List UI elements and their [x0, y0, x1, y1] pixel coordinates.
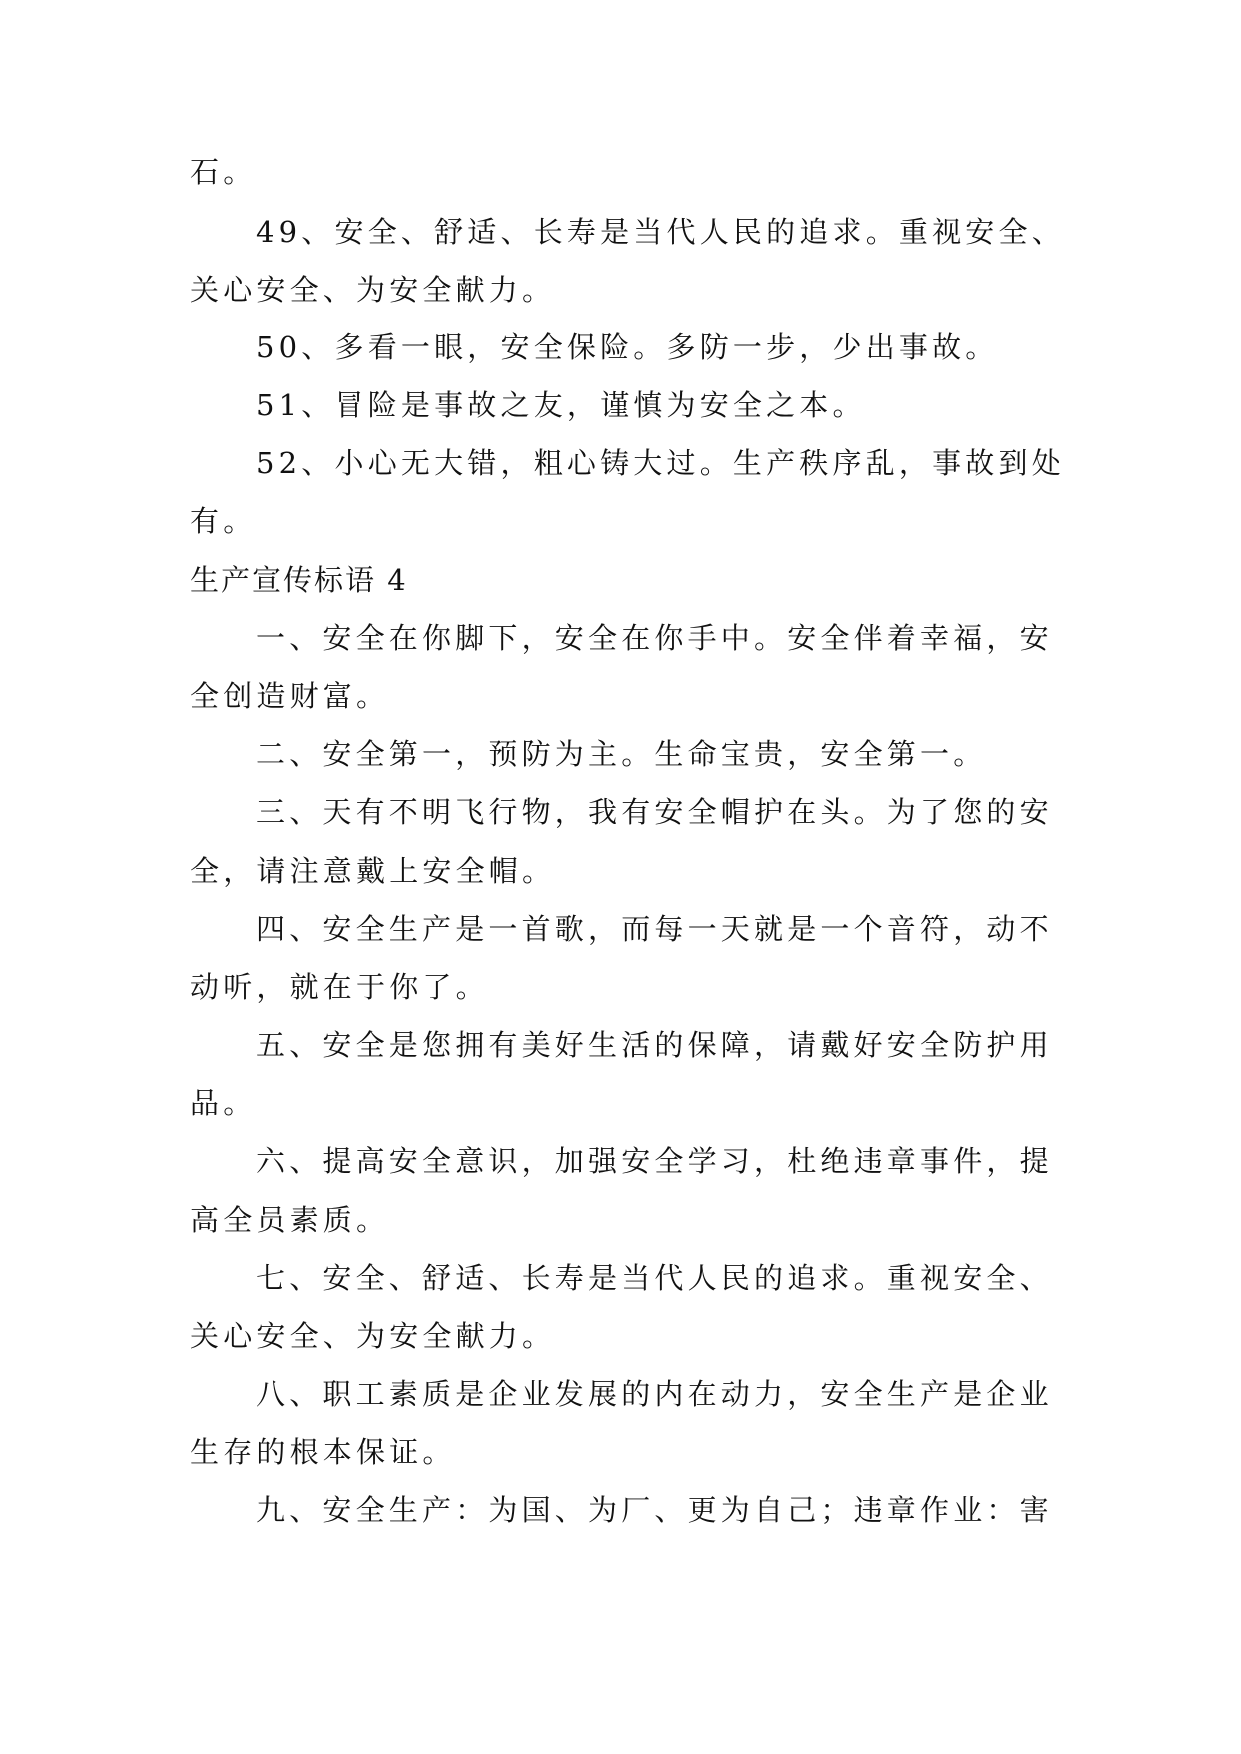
text-line: 关心安全、为安全献力。 [190, 1319, 556, 1353]
text-line: 有。 [190, 504, 257, 538]
text-line: 49、安全、舒适、长寿是当代人民的追求。重视安全、 [256, 215, 1065, 249]
text-line: 六、提高安全意识，加强安全学习，杜绝违章事件，提 [256, 1144, 1053, 1178]
text-line: 全，请注意戴上安全帽。 [190, 854, 556, 888]
text-line: 一、安全在你脚下，安全在你手中。安全伴着幸福，安 [256, 621, 1053, 655]
text-line: 动听，就在于你了。 [190, 970, 489, 1004]
text-line: 二、安全第一，预防为主。生命宝贵，安全第一。 [256, 737, 987, 771]
text-line: 51、冒险是事故之友，谨慎为安全之本。 [256, 388, 866, 422]
text-line: 五、安全是您拥有美好生活的保障，请戴好安全防护用 [256, 1028, 1053, 1062]
text-line: 关心安全、为安全献力。 [190, 273, 556, 307]
text-line: 八、职工素质是企业发展的内在动力，安全生产是企业 [256, 1377, 1053, 1411]
text-line: 四、安全生产是一首歌，而每一天就是一个音符，动不 [256, 912, 1053, 946]
text-line: 九、安全生产：为国、为厂、更为自己；违章作业：害 [256, 1493, 1053, 1527]
text-line: 七、安全、舒适、长寿是当代人民的追求。重视安全、 [256, 1261, 1053, 1295]
text-line: 52、小心无大错，粗心铸大过。生产秩序乱，事故到处 [256, 446, 1065, 480]
text-line: 全创造财富。 [190, 679, 390, 713]
text-line: 生存的根本保证。 [190, 1435, 456, 1469]
text-line: 品。 [190, 1086, 257, 1120]
text-line: 石。 [190, 155, 257, 189]
text-line: 三、天有不明飞行物，我有安全帽护在头。为了您的安 [256, 795, 1053, 829]
text-line: 50、多看一眼，安全保险。多防一步，少出事故。 [256, 330, 999, 364]
text-line: 高全员素质。 [190, 1203, 390, 1237]
section-heading: 生产宣传标语 4 [190, 563, 408, 597]
